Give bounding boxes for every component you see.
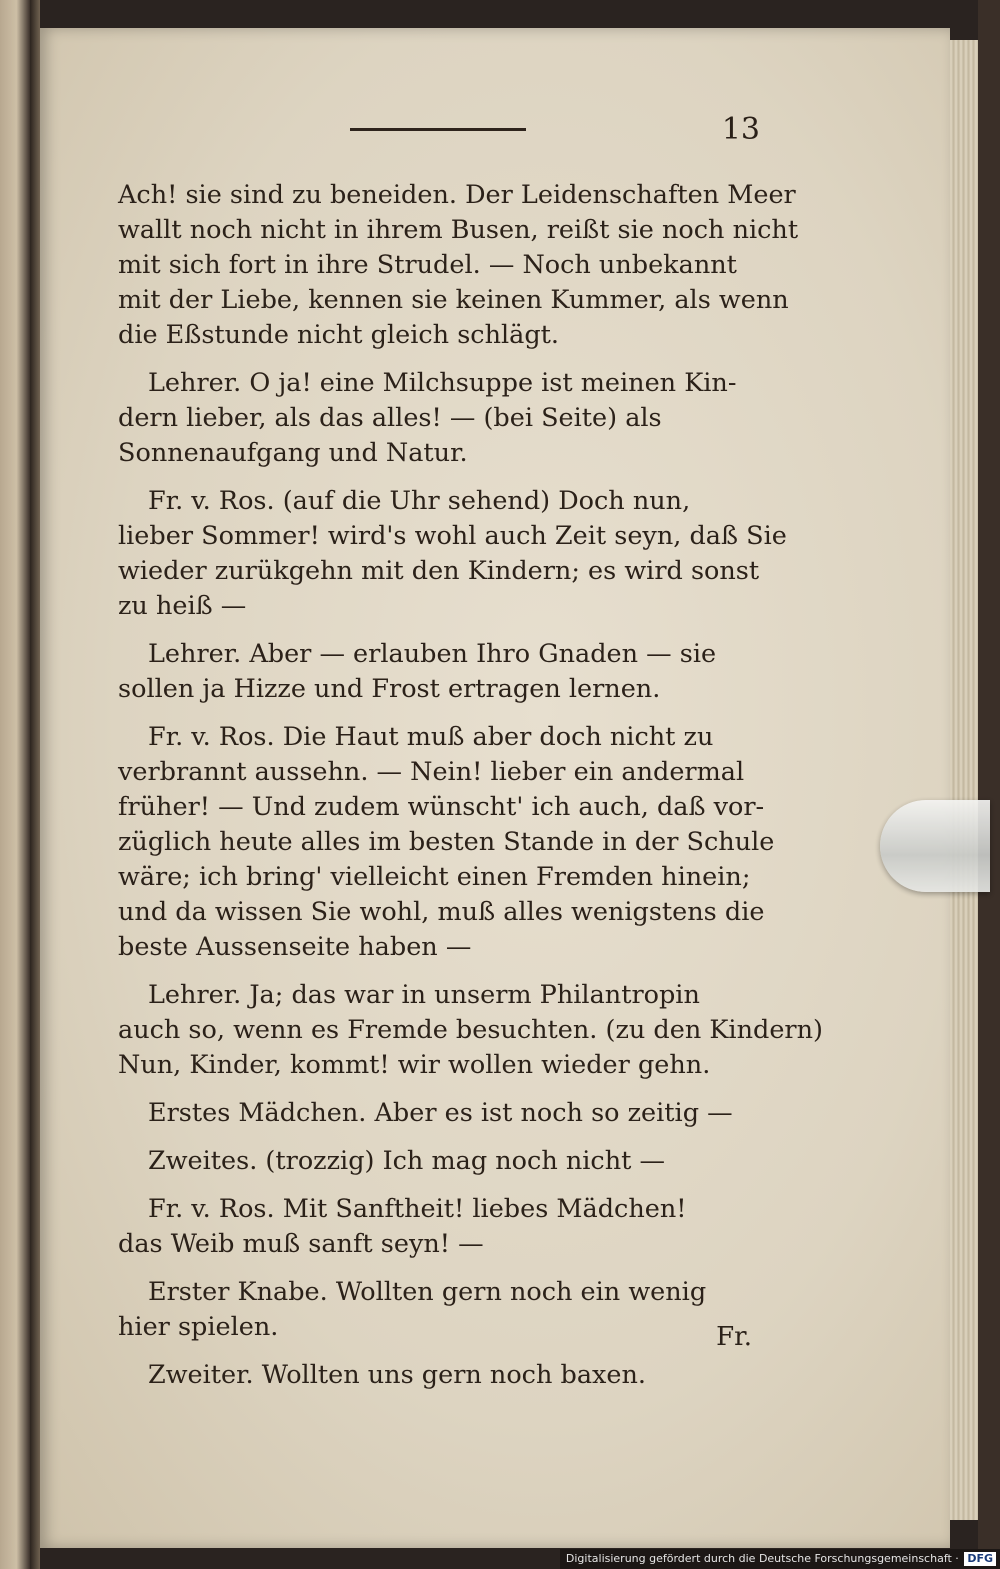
text-line: Ach! sie sind zu beneiden. Der Leidenschaften Meer xyxy=(118,180,796,210)
text-line: mit der Liebe, kennen sie keinen Kummer, als wenn xyxy=(118,285,789,315)
header-rule xyxy=(350,128,526,131)
paragraph xyxy=(118,1358,754,1393)
text-line: die Eßstunde nicht gleich schlägt. xyxy=(118,320,560,350)
text-line: früher! — Und zudem wünscht' ich auch, daß vor- xyxy=(118,792,765,822)
paragraph xyxy=(118,637,754,707)
footer-text: Digitalisierung gefördert durch die Deutsche Forschungsgemeinschaft · xyxy=(565,1552,959,1565)
text-line: Erster Knabe. Wollten gern noch ein wenig xyxy=(148,1277,707,1307)
book-spine xyxy=(30,0,40,1569)
text-line: Lehrer. Aber — erlauben Ihro Gnaden — sie xyxy=(148,639,717,669)
text-line: Fr. v. Ros. Die Haut muß aber doch nicht zu xyxy=(148,722,714,752)
text-line: wallt noch nicht in ihrem Busen, reißt sie noch nicht xyxy=(118,215,799,245)
paragraph xyxy=(118,1192,754,1262)
paragraph xyxy=(118,978,823,1083)
text-line: lieber Sommer! wird's wohl auch Zeit seyn, daß Sie xyxy=(118,521,787,551)
paragraph xyxy=(118,1275,754,1345)
text-line: Zweites. (trozzig) Ich mag noch nicht — xyxy=(148,1146,665,1176)
page-stack-edge xyxy=(950,40,978,1520)
text-line: hier spielen. xyxy=(118,1312,279,1342)
dfg-logo: DFG xyxy=(964,1552,996,1566)
text-line: wieder zurükgehn mit den Kindern; es wird sonst xyxy=(118,556,760,586)
text-line: Zweiter. Wollten uns gern noch baxen. xyxy=(148,1360,647,1390)
paragraph xyxy=(118,366,754,471)
text-line: Fr. v. Ros. (auf die Uhr sehend) Doch nun, xyxy=(148,486,691,516)
catchword: Fr. xyxy=(716,1322,752,1352)
text-line: Fr. v. Ros. Mit Sanftheit! liebes Mädchen! xyxy=(148,1194,687,1224)
text-line: Sonnenaufgang und Natur. xyxy=(118,438,468,468)
text-line: beste Aussenseite haben — xyxy=(118,932,472,962)
text-line: verbrannt aussehn. — Nein! lieber ein andermal xyxy=(118,757,745,787)
page-clip xyxy=(880,800,990,892)
text-line: züglich heute alles im besten Stande in der Schule xyxy=(118,827,775,857)
text-line: zu heiß — xyxy=(118,591,247,621)
text-line: Lehrer. O ja! eine Milchsuppe ist meinen Kin- xyxy=(148,368,737,398)
page-text xyxy=(118,178,823,1406)
facing-page-edge xyxy=(0,0,30,1569)
scan-background xyxy=(978,0,1000,1569)
paragraph xyxy=(118,178,799,353)
paragraph xyxy=(118,1144,754,1179)
text-line: Nun, Kinder, kommt! wir wollen wieder gehn. xyxy=(118,1050,711,1080)
paragraph xyxy=(118,1096,754,1131)
digitization-footer xyxy=(560,1549,1000,1569)
page-number: 13 xyxy=(721,112,760,147)
text-line: auch so, wenn es Fremde besuchten. (zu den Kindern) xyxy=(118,1015,823,1045)
text-line: Lehrer. Ja; das war in unserm Philantropin xyxy=(148,980,700,1010)
text-line: sollen ja Hizze und Frost ertragen lernen. xyxy=(118,674,661,704)
text-line: und da wissen Sie wohl, muß alles wenigstens die xyxy=(118,897,765,927)
text-line: dern lieber, als das alles! — (bei Seite) als xyxy=(118,403,662,433)
paragraph xyxy=(118,720,775,965)
text-line: wäre; ich bring' vielleicht einen Fremden hinein; xyxy=(118,862,751,892)
paragraph xyxy=(118,484,787,624)
text-line: das Weib muß sanft seyn! — xyxy=(118,1229,484,1259)
text-line: Erstes Mädchen. Aber es ist noch so zeitig — xyxy=(148,1098,733,1128)
text-line: mit sich fort in ihre Strudel. — Noch unbekannt xyxy=(118,250,737,280)
